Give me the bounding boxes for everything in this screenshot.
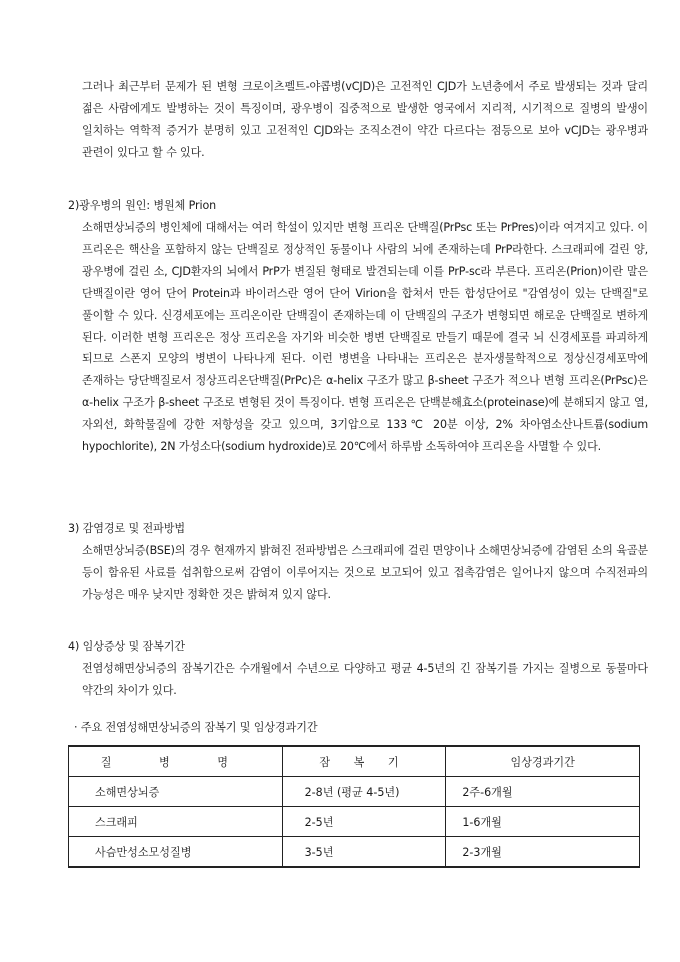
section-3-paragraph: 소해면상뇌증(BSE)의 경우 현재까지 밝혀진 전파방법은 스크래피에 걸린 면양이나 소해면상뇌증에 감염된 소의 육골분 등이 함유된 사료를 섭취함으로써 감염이 이루어지는 것으로 보고되어 있고 접촉감염은 일어나지 않으며 수직전파의 가능성은 매우 낮지만 정확한 것은 밝혀져 있지 않다. [82, 544, 648, 601]
cell-incubation: 2-5년 [282, 807, 446, 837]
section-3-heading: 3) 감염경로 및 전파방법 [68, 522, 186, 535]
cell-clinical-duration: 2-3개월 [446, 837, 640, 868]
header-incubation: 잠 복 기 [282, 746, 446, 777]
intro-paragraph: 그러나 최근부터 문제가 된 변형 크로이츠펠트-야콥병(vCJD)은 고전적인 CJD가 노년층에서 주로 발생되는 것과 달리 젊은 사람에게도 발병하는 것이 특징이며, 광우병이 집중적으로 발생한 영국에서 지리적, 시기적으로 질병의 발생이 일치하는 역학적 증거가 분명히 있고 고전적인 CJD와는 조직소견이 약간 다르다는 점등으로 보아 vCJD는 광우병과 관련이 있다고 할 수 있다. [82, 80, 648, 159]
cell-disease: 스크래피 [69, 807, 283, 837]
section-2-heading: 2)광우병의 원인: 병원체 Prion [68, 199, 217, 212]
cell-incubation: 2-8년 (평균 4-5년) [282, 777, 446, 807]
table-row [69, 807, 640, 837]
cell-clinical-duration: 2주-6개월 [446, 777, 640, 807]
section-4-heading: 4) 임상증상 및 잠복기간 [68, 640, 186, 653]
table-row [69, 837, 640, 868]
cell-incubation: 3-5년 [282, 837, 446, 868]
cell-clinical-duration: 1-6개월 [446, 807, 640, 837]
table-header-row [69, 746, 640, 777]
section-4-paragraph: 전염성해면상뇌증의 잠복기간은 수개월에서 수년으로 다양하고 평균 4-5년의 긴 잠복기를 가지는 질병으로 동물마다 약간의 차이가 있다. [82, 662, 648, 697]
table-row [69, 777, 640, 807]
section-2-paragraph: 소해면상뇌증의 병인체에 대해서는 여러 학설이 있지만 변형 프리온 단백질(PrPsc 또는 PrPres)이라 여겨지고 있다. 이 프리온은 핵산을 포함하지 않는 단백질로 정상적인 동물이나 사람의 뇌에 존재하는데 PrP라한다. 스크래피에 걸린 양, 광우병에 걸린 소, CJD환자의 뇌에서 PrP가 변질된 형태로 발견되는데 이를 PrP-sc라 부른다. 프리온(Prion)이란 말은 단백질이란 영어 단어 Protein과 바이러스란 영어 단어 Virion을 합쳐서 만든 합성단어로 "감염성이 있는 단백질"로 풀이할 수 있다. 신경세포에는 프리온이란 단백질이 존재하는데 이 단백질의 구조가 변형되면 해로운 단백질로 변하게 된다. 이러한 변형 프리온은 정상 프리온을 자기와 비슷한 병변 단백질로 만들기 때문에 결국 뇌 신경세포를 파괴하게 되므로 스폰지 모양의 병변이 나타나게 된다. 이런 병변을 나타내는 프리온은 분자생물학적으로 정상신경세포막에 존재하는 당단백질로서 정상프리온단백질(PrPc)은 α-helix 구조가 많고 β-sheet 구조가 적으나 변형 프리온(PrPsc)은 α-helix 구조가 β-sheet 구조로 변형된 것이 특징이다. 변형 프리온은 단백분해효소(proteinase)에 분해되지 않고 열, 자외선, 화학물질에 강한 저항성을 갖고 있으며, 3기압으로 133℃ 20분 이상, 2% 차아염소산나트륨(sodium hypochlorite), 2N 가성소다(sodium hydroxide)로 20℃에서 하루밤 소독하여야 프리온을 사멸할 수 있다. [82, 221, 648, 454]
cell-disease: 사슴만성소모성질병 [69, 837, 283, 868]
cell-disease: 소해면상뇌증 [69, 777, 283, 807]
header-clinical-duration: 임상경과기간 [446, 746, 640, 777]
incubation-table [68, 745, 640, 868]
table-caption: · 주요 전염성해면상뇌증의 잠복기 및 임상경과기간 [74, 721, 318, 734]
header-disease: 질 병 명 [69, 746, 283, 777]
